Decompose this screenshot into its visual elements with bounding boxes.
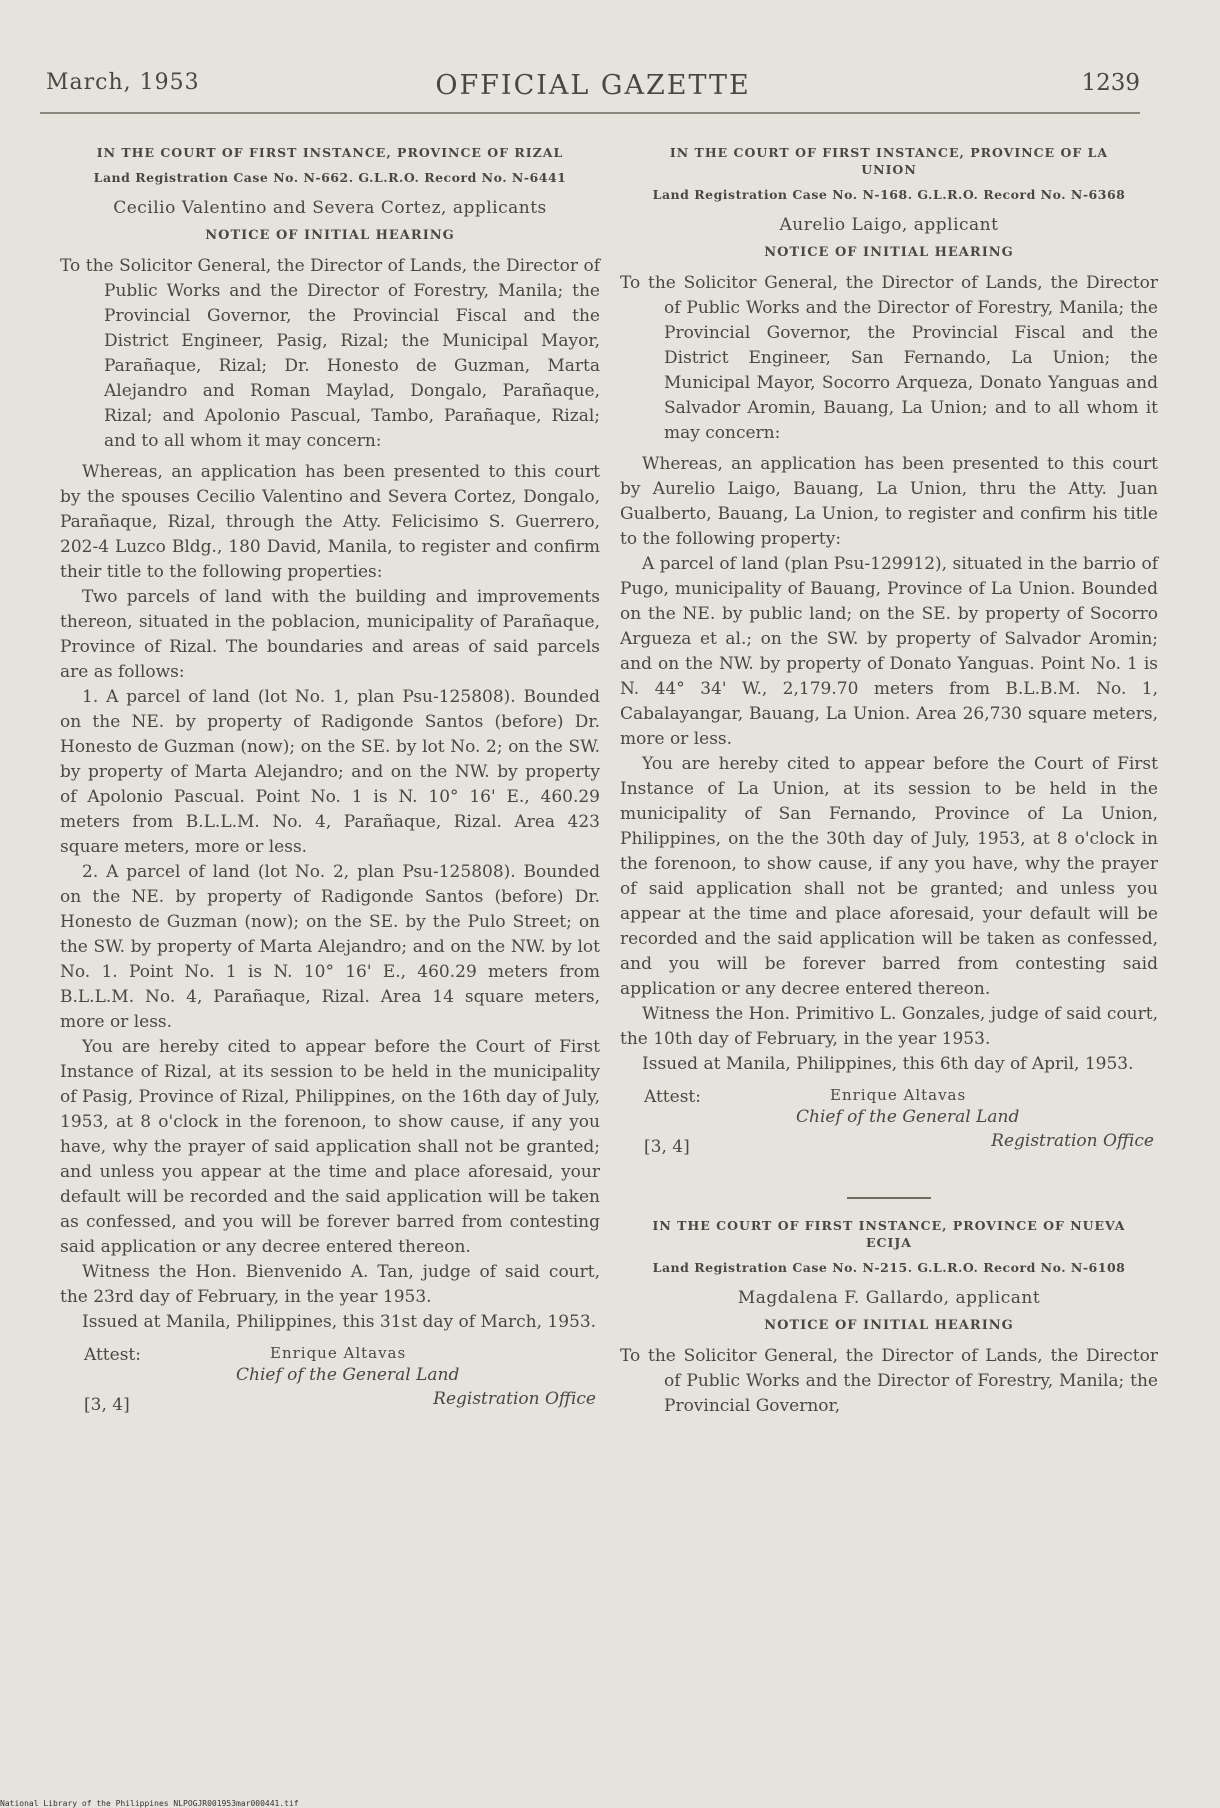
- signer-title: Registration Office: [433, 1389, 596, 1409]
- court-heading: IN THE COURT OF FIRST INSTANCE, PROVINCE OF NUEVA ECIJA: [652, 1218, 1126, 1250]
- signature-block: [60, 1339, 600, 1427]
- signer-name: Enrique Altavas: [270, 1344, 407, 1362]
- applicants-line: Aurelio Laigo, applicant: [779, 215, 999, 235]
- signer-title: Chief of the General Land: [796, 1107, 1020, 1127]
- notice-title: NOTICE OF INITIAL HEARING: [764, 245, 1014, 260]
- case-number: Land Registration Case No. N-168. G.L.R.O. Record No. N-6368: [652, 187, 1126, 202]
- paragraph: Two parcels of land with the building and improvements thereon, situated in the poblacion, municipality of Parañaque, Province of Rizal. The boundaries and areas of said parcels are as follows:: [60, 587, 600, 682]
- paragraph: Whereas, an application has been presented to this court by Aurelio Laigo, Bauang, La Union, thru the Atty. Juan Gualberto, Bauang, La Union, to register and confirm his title to the following property:: [620, 454, 1158, 549]
- signature-block: [620, 1081, 1158, 1169]
- paragraph: You are hereby cited to appear before the Court of First Instance of Rizal, at its session to be held in the municipality of Pasig, Province of Rizal, Philippines, on the 16th day of July, 1953, at 8 o'clock in the forenoon, to show cause, if any you have, why the prayer of said application shall not be granted; and unless you appear at the time and place aforesaid, your default will be recorded and the said application will be taken as confessed, and you will be forever barred from contesting said application or any decree entered thereon.: [60, 1037, 600, 1257]
- addressee-paragraph: To the Solicitor General, the Director of Lands, the Director of Public Works and the Director of Forestry, Manila; the Provincial Governor, the Provincial Fiscal and the District Engineer, Pasig, Rizal; the Municipal Mayor, Parañaque, Rizal; Dr. Honesto de Guzman, Marta Alejandro and Roman Maylad, Dongalo, Parañaque, Rizal; and Apolonio Pascual, Tambo, Parañaque, Rizal; and to all whom it may concern:: [60, 256, 600, 451]
- paragraph: Whereas, an application has been presented to this court by the spouses Cecilio Valentino and Severa Cortez, Dongalo, Parañaque, Rizal, through the Atty. Felicisimo S. Guerrero, 202-4 Luzco Bldg., 180 David, Manila, to register and confirm their title to the following properties:: [60, 462, 600, 582]
- notice-title: NOTICE OF INITIAL HEARING: [205, 228, 455, 243]
- attest-label: Attest:: [84, 1345, 141, 1365]
- page-header: [46, 70, 1140, 110]
- paragraph: Witness the Hon. Bienvenido A. Tan, judge of said court, the 23rd day of February, in the year 1953.: [60, 1262, 600, 1307]
- right-column: [620, 138, 1158, 1425]
- left-column: [60, 138, 600, 1427]
- signer-title: Registration Office: [991, 1131, 1154, 1151]
- paragraph: 2. A parcel of land (lot No. 2, plan Psu-125808). Bounded on the NE. by property of Radigonde Santos (before) Dr. Honesto de Guzman (now); on the SE. by the Pulo Street; on the SW. by property of Marta Alejandro; and on the NW. by lot No. 1. Point No. 1 is N. 10° 16' E., 460.29 meters from B.L.L.M. No. 4, Parañaque, Rizal. Area 14 square meters, more or less.: [60, 862, 600, 1032]
- paragraph: Issued at Manila, Philippines, this 31st day of March, 1953.: [82, 1312, 597, 1332]
- issue-reference: [3, 4]: [644, 1137, 690, 1157]
- paragraph: You are hereby cited to appear before the Court of First Instance of La Union, at its session to be held in the municipality of San Fernando, Province of La Union, Philippines, on the the 30th day of July, 1953, at 8 o'clock in the forenoon, to show cause, if any you have, why the prayer of said application shall not be granted; and unless you appear at the time and place aforesaid, your default will be recorded and the said application will be taken as confessed, and you will be forever barred from contesting said application or any decree entered thereon.: [620, 754, 1158, 999]
- case-number: Land Registration Case No. N-662. G.L.R.O. Record No. N-6441: [93, 170, 567, 185]
- paragraph: Witness the Hon. Primitivo L. Gonzales, judge of said court, the 10th day of February, in the year 1953.: [620, 1004, 1158, 1049]
- publication-title: OFFICIAL GAZETTE: [435, 70, 751, 101]
- scan-footer: National Library of the Philippines NLPOGJR001953mar000441.tif: [0, 1799, 299, 1808]
- paragraph: A parcel of land (plan Psu-129912), situated in the barrio of Pugo, municipality of Bauang, Province of La Union. Bounded on the NE. by public land; on the SE. by property of Socorro Argueza et al.; on the SW. by property of Salvador Aromin; and on the NW. by property of Donato Yanguas. Point No. 1 is N. 44° 34' W., 2,179.70 meters from B.L.B.M. No. 1, Cabalayangar, Bauang, La Union. Area 26,730 square meters, more or less.: [620, 554, 1158, 749]
- addressee-paragraph: To the Solicitor General, the Director of Lands, the Director of Public Works and the Director of Forestry, Manila; the Provincial Governor, the Provincial Fiscal and the District Engineer, San Fernando, La Union; the Municipal Mayor, Socorro Arqueza, Donato Yanguas and Salvador Aromin, Bauang, La Union; and to all whom it may concern:: [620, 273, 1158, 443]
- court-heading: IN THE COURT OF FIRST INSTANCE, PROVINCE OF RIZAL: [96, 145, 564, 160]
- attest-label: Attest:: [644, 1087, 701, 1107]
- notice-title: NOTICE OF INITIAL HEARING: [764, 1318, 1014, 1333]
- case-number: Land Registration Case No. N-215. G.L.R.O. Record No. N-6108: [652, 1260, 1126, 1275]
- addressee-paragraph: To the Solicitor General, the Director of Lands, the Director of Public Works and the Director of Forestry, Manila; the Provincial Governor,: [620, 1346, 1158, 1416]
- section-divider: [847, 1197, 931, 1199]
- paragraph: 1. A parcel of land (lot No. 1, plan Psu-125808). Bounded on the NE. by property of Radigonde Santos (before) Dr. Honesto de Guzman (now); on the SE. by lot No. 2; on the SW. by property of Marta Alejandro; and on the NW. by property of Apolonio Pascual. Point No. 1 is N. 10° 16' E., 460.29 meters from B.L.L.M. No. 4, Parañaque, Rizal. Area 423 square meters, more or less.: [60, 687, 600, 857]
- header-rule: [40, 112, 1140, 114]
- applicants-line: Cecilio Valentino and Severa Cortez, applicants: [113, 198, 547, 218]
- signer-name: Enrique Altavas: [830, 1086, 967, 1104]
- court-heading: IN THE COURT OF FIRST INSTANCE, PROVINCE OF LA UNION: [669, 145, 1109, 177]
- issue-reference: [3, 4]: [84, 1395, 130, 1415]
- paragraph: Issued at Manila, Philippines, this 6th day of April, 1953.: [642, 1054, 1134, 1074]
- page-number: 1239: [1081, 70, 1140, 96]
- applicants-line: Magdalena F. Gallardo, applicant: [737, 1288, 1041, 1308]
- issue-date: March, 1953: [46, 70, 200, 95]
- signer-title: Chief of the General Land: [236, 1365, 460, 1385]
